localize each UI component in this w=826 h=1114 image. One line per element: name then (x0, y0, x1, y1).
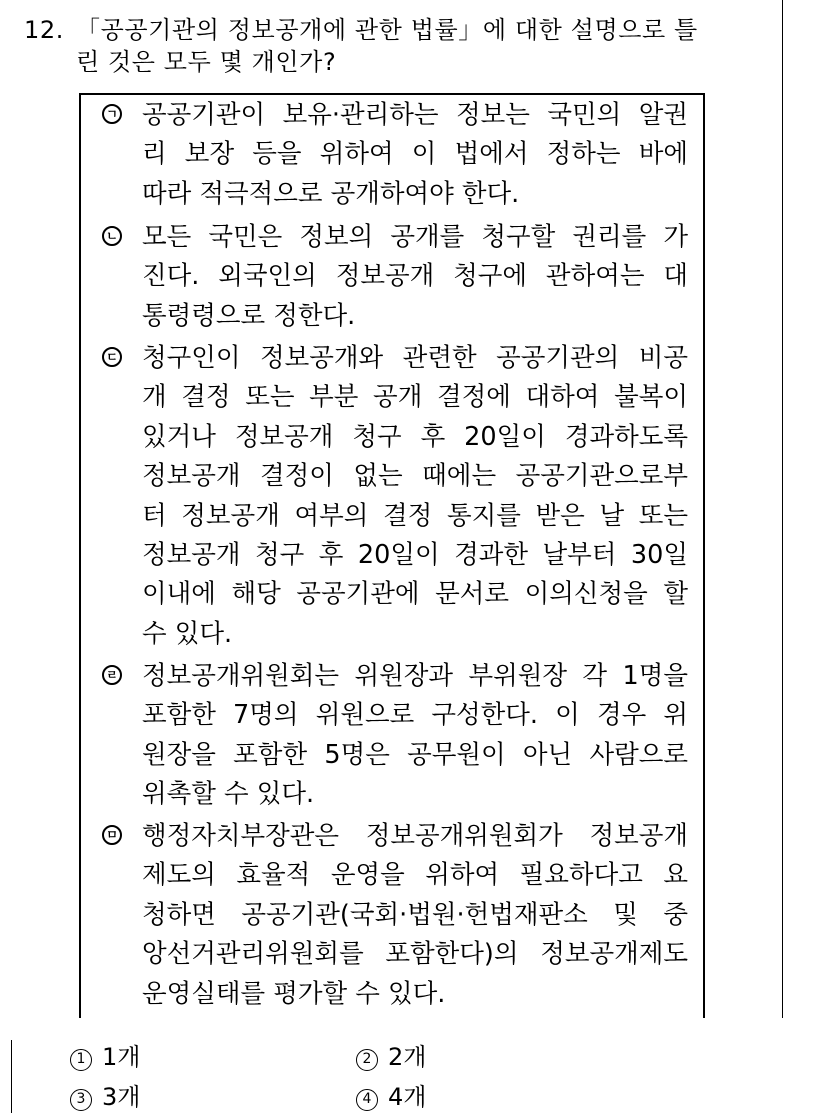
statement-line: 통령령으로 정한다. (142, 300, 356, 331)
statement-c (98, 339, 688, 654)
statement-line: 정보공개 결정이 없는 때에는 공공기관으로부 (142, 461, 688, 492)
option-text-2: 2개 (388, 1043, 427, 1071)
statement-line: 개 결정 또는 부분 공개 결정에 대하여 불복이 (142, 382, 688, 413)
statement-line: 포함한 7명의 위원으로 구성한다. 이 경우 위 (142, 700, 688, 731)
statement-marker-c: ㄷ (102, 347, 122, 367)
option-number-2: 2 (356, 1049, 378, 1071)
statement-line: 터 정보공개 여부의 결정 통지를 받은 날 또는 (142, 500, 688, 531)
statement-line: 있거나 정보공개 청구 후 20일이 경과하도록 (142, 421, 688, 452)
statement-d (98, 657, 688, 815)
statement-b (98, 218, 688, 336)
statement-marker-a: ㄱ (102, 104, 122, 124)
statement-marker-d: ㄹ (102, 665, 122, 685)
statement-line: 따라 적극적으로 공개하여야 한다. (142, 178, 520, 209)
statement-marker-e: ㅁ (102, 825, 122, 845)
statement-line: 모든 국민은 정보의 공개를 청구할 권리를 가 (142, 222, 688, 252)
option-text-4: 4개 (388, 1083, 427, 1111)
statement-line: 청구인이 정보공개와 관련한 공공기관의 비공 (142, 343, 688, 373)
question-text-line1: 「공공기관의 정보공개에 관한 법률」에 대한 설명으로 틀 (76, 16, 698, 44)
option-number-3: 3 (70, 1089, 92, 1111)
column-divider-right (782, 0, 783, 1018)
statement-line: 위촉할 수 있다. (142, 779, 315, 810)
statement-marker-b: ㄴ (102, 226, 122, 246)
statement-e (98, 817, 688, 1014)
statement-line: 진다. 외국인의 정보공개 청구에 관하여는 대 (142, 261, 688, 292)
option-number-1: 1 (70, 1049, 92, 1071)
statement-line: 정보공개위원회는 위원장과 부위원장 각 1명을 (142, 661, 688, 691)
statement-line: 수 있다. (142, 618, 233, 649)
question-stem (24, 14, 764, 78)
statement-line: 운영실태를 평가할 수 있다. (142, 978, 446, 1009)
column-divider-left (11, 1040, 12, 1113)
statement-line: 공공기관이 보유·관리하는 정보는 국민의 알권 (142, 100, 688, 130)
statement-a (98, 96, 688, 214)
statement-line: 청하면 공공기관(국회·법원·헌법재판소 및 중 (142, 899, 688, 930)
option-number-4: 4 (356, 1089, 378, 1111)
statement-line: 이내에 해당 공공기관에 문서로 이의신청을 할 (142, 579, 688, 610)
answer-option-2[interactable] (356, 1040, 426, 1074)
statement-line: 앙선거관리위원회를 포함한다)의 정보공개제도 (142, 939, 688, 970)
statement-line: 행정자치부장관은 정보공개위원회가 정보공개 (142, 821, 688, 851)
question-text-line2: 린 것은 모두 몇 개인가? (76, 48, 337, 76)
statement-line: 원장을 포함한 5명은 공무원이 아닌 사람으로 (142, 739, 688, 770)
answer-option-1[interactable] (70, 1040, 140, 1074)
statement-line: 리 보장 등을 위하여 이 법에서 정하는 바에 (142, 139, 688, 170)
option-text-1: 1개 (102, 1043, 141, 1071)
question-number: 12. (24, 16, 64, 44)
option-text-3: 3개 (102, 1083, 141, 1111)
answer-option-3[interactable] (70, 1080, 140, 1114)
statement-line: 제도의 효율적 운영을 위하여 필요하다고 요 (142, 860, 688, 891)
answer-option-4[interactable] (356, 1080, 426, 1114)
statement-line: 정보공개 청구 후 20일이 경과한 날부터 30일 (142, 540, 688, 571)
